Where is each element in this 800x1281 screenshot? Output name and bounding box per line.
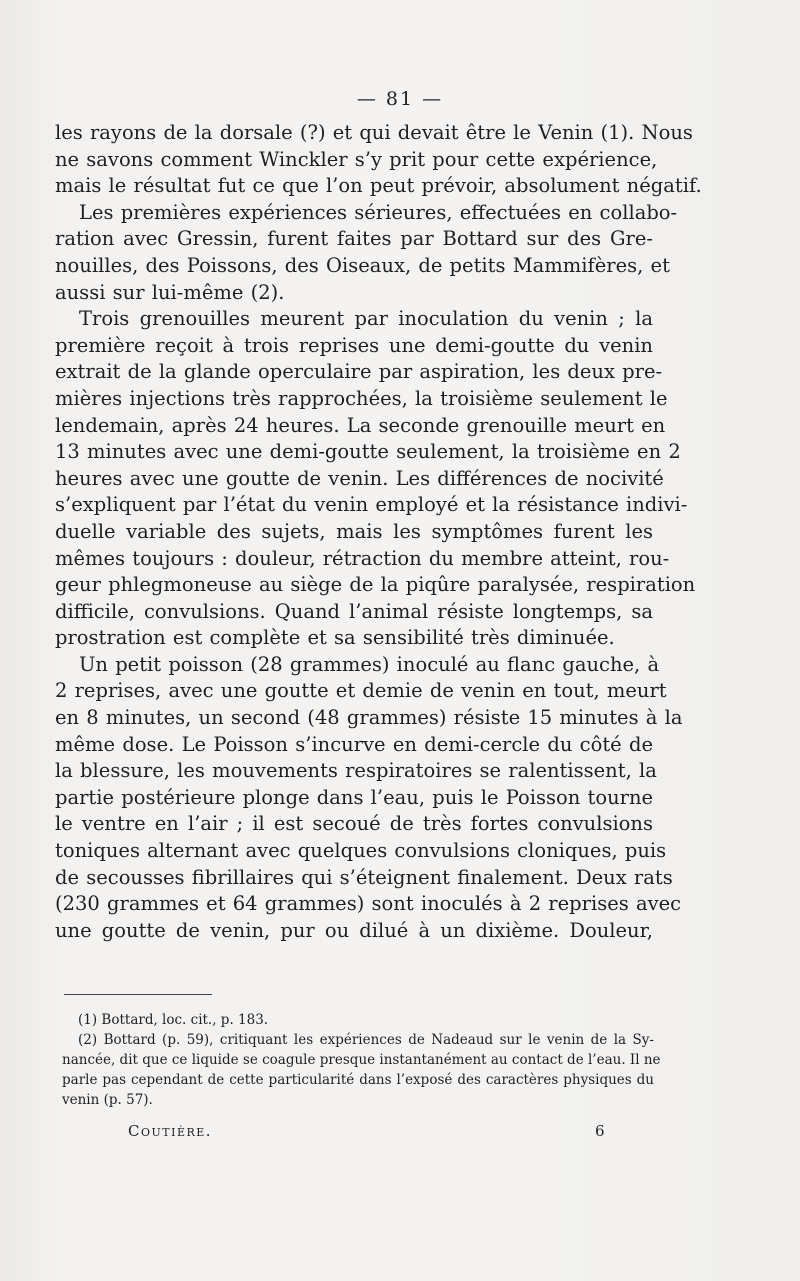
text-line: difficile, convulsions. Quand l’animal résiste longtemps, sa [55, 599, 653, 623]
text-line: prostration est complète et sa sensibilité très diminuée. [55, 626, 615, 650]
signature-sheet-number: 6 [594, 1122, 606, 1140]
text-line: ne savons comment Winckler s’y prit pour cette expérience, [55, 147, 658, 171]
text-line: de secousses fibrillaires qui s’éteignent finalement. Deux rats [55, 865, 673, 889]
text-line: lendemain, après 24 heures. La seconde grenouille meurt en [55, 413, 666, 437]
text-line: heures avec une goutte de venin. Les différences de nocivité [55, 466, 664, 490]
footnote-1: (1) Bottard, loc. cit., p. 183. [78, 1012, 269, 1028]
text-line: geur phlegmoneuse au siège de la piqûre paralysée, respiration [55, 573, 696, 597]
page-number: — 81 — [356, 88, 444, 110]
text-line: 13 minutes avec une demi-goutte seulement, la troisième en 2 [55, 440, 681, 464]
signature-author: Coutière. [128, 1122, 213, 1140]
text-line: les rayons de la dorsale (?) et qui devait être le Venin (1). Nous [55, 121, 693, 144]
text-line: le ventre en l’air ; il est secoué de très fortes convulsions [55, 812, 653, 836]
text-line: même dose. Le Poisson s’incurve en demi-cercle du côté de [55, 732, 653, 756]
footnote-2-line: parle pas cependant de cette particularité dans l’exposé des caractères physiques du [62, 1072, 654, 1088]
footnotes [62, 1010, 661, 1110]
text-line: en 8 minutes, un second (48 grammes) résiste 15 minutes à la [55, 706, 683, 730]
footnote-2-line: (2) Bottard (p. 59), critiquant les expériences de Nadeaud sur le venin de la Sy- [78, 1032, 654, 1048]
footnote-2-line: venin (p. 57). [62, 1092, 153, 1108]
text-line: mières injections très rapprochées, la troisième seulement le [55, 386, 668, 410]
text-line: extrait de la glande operculaire par aspiration, les deux pre- [55, 360, 663, 384]
text-line: toniques alternant avec quelques convulsions cloniques, puis [55, 839, 667, 863]
text-line: aussi sur lui-même (2). [55, 280, 285, 304]
text-line: duelle variable des sujets, mais les symptômes furent les [55, 519, 653, 543]
text-line: la blessure, les mouvements respiratoires se ralentissent, la [55, 759, 657, 783]
text-line: nouilles, des Poissons, des Oiseaux, de petits Mammifères, et [55, 253, 670, 277]
text-line: mais le résultat fut ce que l’on peut prévoir, absolument négatif. [55, 174, 702, 198]
text-line: une goutte de venin, pur ou dilué à un dixième. Douleur, [55, 918, 653, 942]
signature-line [128, 1122, 606, 1140]
text-line: s’expliquent par l’état du venin employé et la résistance indivi- [55, 493, 688, 517]
text-line: (230 grammes et 64 grammes) sont inoculés à 2 reprises avec [55, 892, 682, 916]
footnote-divider [64, 994, 212, 995]
body-text [55, 120, 702, 944]
text-line: Les premières expériences sérieures, effectuées en collabo- [79, 200, 678, 224]
text-line: mêmes toujours : douleur, rétraction du membre atteint, rou- [55, 546, 670, 570]
footnote-2-line: nancée, dit que ce liquide se coagule presque instantanément au contact de l’eau. Il ne [62, 1052, 661, 1068]
text-line: Trois grenouilles meurent par inoculation du venin ; la [79, 307, 653, 331]
text-line: 2 reprises, avec une goutte et demie de venin en tout, meurt [55, 679, 667, 703]
text-line: Un petit poisson (28 grammes) inoculé au flanc gauche, à [79, 652, 660, 676]
text-line: ration avec Gressin, furent faites par Bottard sur des Gre- [55, 227, 653, 251]
text-line: première reçoit à trois reprises une demi-goutte du venin [55, 333, 653, 357]
text-line: partie postérieure plonge dans l’eau, puis le Poisson tourne [55, 785, 654, 809]
